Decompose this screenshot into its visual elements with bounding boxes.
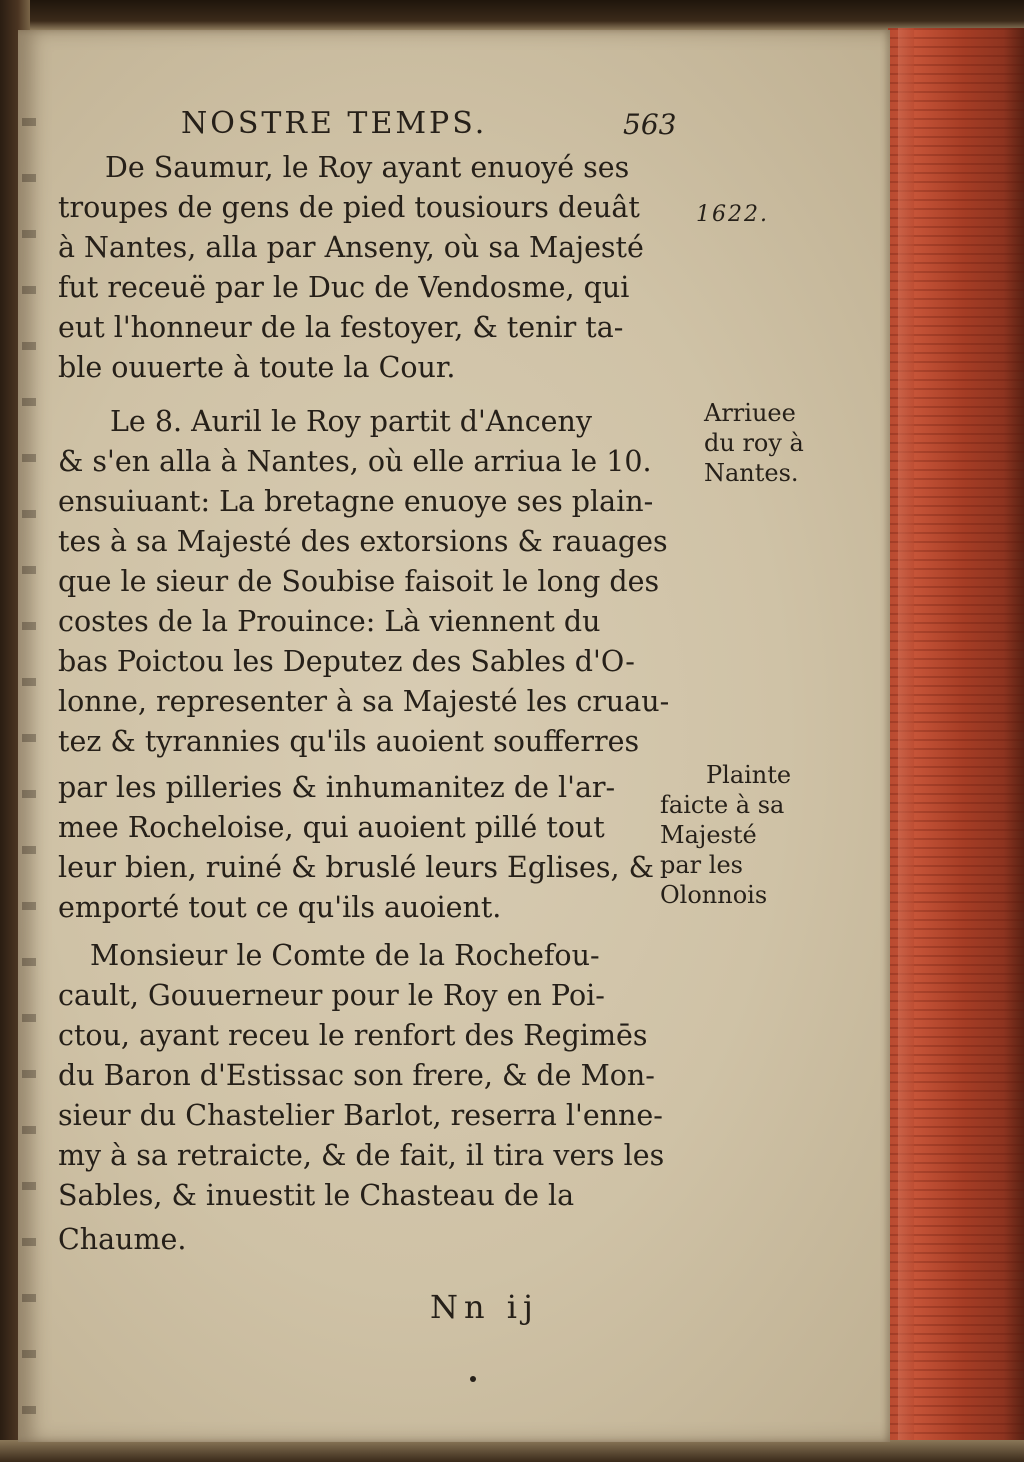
running-head [181,106,741,146]
text-line: leur bien, ruiné & bruslé leurs Eglises, & [58,851,654,884]
margin-note-line: par les [660,851,743,879]
text-line: fut receuë par le Duc de Vendosme, qui [58,271,630,304]
text-line: mee Rocheloise, qui auoient pillé tout [58,811,605,844]
page-edges-red [888,28,1024,1443]
margin-note-plainte [660,760,791,910]
text-line: ble ouuerte à toute la Cour. [58,351,456,384]
margin-note-line: Nantes. [704,459,799,487]
text-line: sieur du Chastelier Barlot, reserra l'enne- [58,1099,663,1132]
margin-note-line: Arriuee [704,399,796,427]
margin-note-line: Olonnois [660,881,768,909]
text-line: lonne, representer à sa Majesté les cruau- [58,685,670,718]
gutter-shadow [22,70,36,1430]
margin-year: 1622. [696,202,769,227]
text-line: du Baron d'Estissac son frere, & de Mon- [58,1059,655,1092]
text-line: costes de la Prouince: Là viennent du [58,605,601,638]
text-line: cault, Gouuerneur pour le Roy en Poi- [58,979,605,1012]
margin-note-arrivee [704,398,804,488]
margin-note-line: faicte à sa [660,791,785,819]
book-page [18,30,890,1442]
text-line: tez & tyrannies qu'ils auoient soufferres [58,725,640,758]
text-line: ensuiuant: La bretagne enuoye ses plain- [58,485,654,518]
book-cover-top [0,0,1024,30]
text-line: my à sa retraicte, & de fait, il tira vers les [58,1139,665,1172]
text-line: à Nantes, alla par Anseny, où sa Majesté [58,231,644,264]
text-line: Sables, & inuestit le Chasteau de la [58,1179,575,1212]
running-head-title: NOSTRE TEMPS. [181,106,488,141]
text-line: eut l'honneur de la festoyer, & tenir ta- [58,311,624,344]
text-line: Monsieur le Comte de la Rochefou- [90,939,600,972]
margin-note-line: du roy à [704,429,804,457]
text-line: ctou, ayant receu le renfort des Regimēs [58,1019,648,1052]
text-line: par les pilleries & inhumanitez de l'ar- [58,771,616,804]
text-line: emporté tout ce qu'ils auoient. [58,891,502,924]
signature-mark: Nn ij [430,1288,539,1326]
margin-note-line: Plainte [706,761,792,789]
text-line: bas Poictou les Deputez des Sables d'O- [58,645,635,678]
text-line: & s'en alla à Nantes, où elle arriua le 10. [58,445,652,478]
margin-note-line: Majesté [660,821,757,849]
text-line: De Saumur, le Roy ayant enuoyé ses [105,151,630,184]
text-line: Le 8. Auril le Roy partit d'Anceny [110,405,593,438]
page-number: 563 [623,108,677,141]
text-line: troupes de gens de pied tousiours deuât [58,191,640,224]
text-line: Chaume. [58,1223,187,1256]
ink-dot [470,1376,476,1382]
text-line: tes à sa Majesté des extorsions & rauages [58,525,668,558]
text-line: que le sieur de Soubise faisoit le long des [58,565,660,598]
book-cover-bottom [0,1440,1024,1462]
